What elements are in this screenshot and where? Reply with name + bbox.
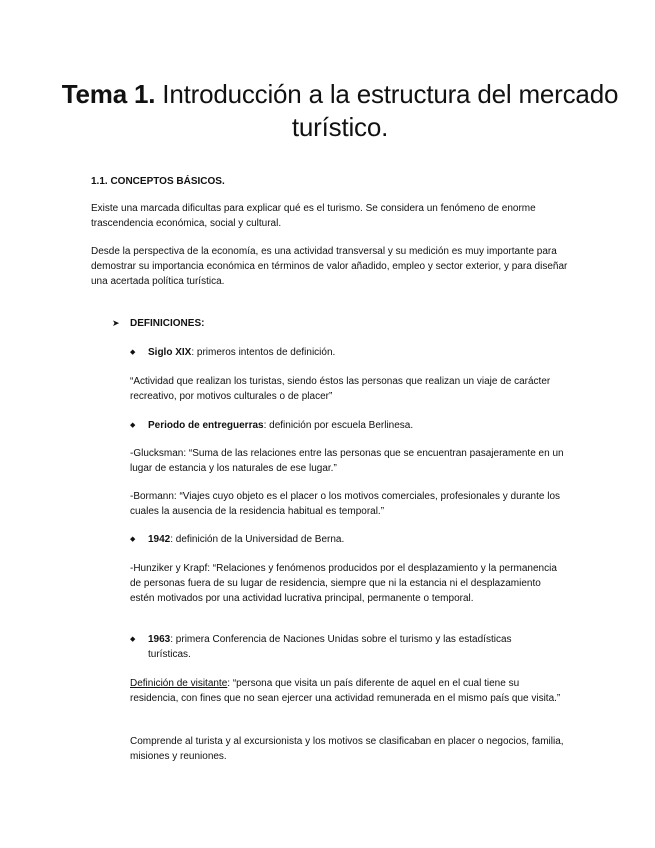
bullet-1942 (148, 532, 618, 547)
bullet-entreguerras (148, 418, 618, 433)
definiciones-heading: DEFINICIONES: (130, 318, 205, 329)
bullet-siglo-xix (148, 345, 618, 360)
quote-bormann: -Bormann: “Viajes cuyo objeto es el placer o los motivos comerciales, profesionales y durante los cuales la ausencia de la residencia habitual es temporal.” (130, 491, 561, 517)
quote-glucksman: -Glucksman: “Suma de las relaciones entre las personas que se encuentran pasajeramente en un lugar de estancia y los naturales de ese lugar.” (130, 448, 564, 474)
title-text: Introducción a la estructura del mercado turístico. (155, 79, 619, 142)
definicion-visitante-text: : “persona que visita un país diferente de aquel en el cual tiene su residencia, con fines que no sean ejercer una actividad remunerada en el mismo país que visita.” (130, 678, 561, 704)
page-title (60, 78, 620, 144)
quote-siglo-xix: “Actividad que realizan los turistas, siendo éstos las personas que realizan un viaje de carácter recreativo, por motivos culturales o de placer” (130, 376, 551, 402)
diamond-bullet-icon: ◆ (130, 536, 136, 543)
bullet-1963 (148, 632, 548, 662)
paragraph-comprende: Comprende al turista y al excursionista y los motivos se clasificaban en placer o negocios, familia, misiones y reuniones. (130, 736, 564, 762)
diamond-bullet-icon: ◆ (130, 636, 136, 643)
diamond-bullet-icon: ◆ (130, 349, 136, 356)
bullet-1963-bold: 1963 (148, 634, 171, 645)
bullet-entreguerras-bold: Periodo de entreguerras (148, 420, 264, 431)
definicion-visitante-label: Definición de visitante (130, 678, 228, 689)
section-heading: 1.1. CONCEPTOS BÁSICOS. (91, 176, 225, 187)
paragraph-economia: Desde la perspectiva de la economía, es una actividad transversal y su medición es muy importante para demostrar su importancia económica en términos de valor añadido, empleo y sector exterior, y para diseñar una acertada política turística. (91, 246, 568, 287)
arrow-bullet-icon: ➤ (112, 318, 120, 328)
definicion-visitante (130, 676, 570, 706)
bullet-entreguerras-text: : definición por escuela Berlinesa. (263, 420, 414, 431)
bullet-1963-text: : primera Conferencia de Naciones Unidas sobre el turismo y las estadísticas turísticas. (148, 634, 512, 660)
title-bold: Tema 1. (61, 79, 156, 109)
diamond-bullet-icon: ◆ (130, 422, 136, 429)
bullet-1942-text: : definición de la Universidad de Berna. (170, 534, 345, 545)
bullet-1942-bold: 1942 (148, 534, 171, 545)
bullet-siglo-xix-bold: Siglo XIX (148, 347, 192, 358)
paragraph-intro: Existe una marcada dificultas para explicar qué es el turismo. Se considera un fenómeno de enorme trascendencia económica, social y cultural. (91, 203, 536, 229)
bullet-siglo-xix-text: : primeros intentos de definición. (191, 347, 336, 358)
quote-hunziker: -Hunziker y Krapf: “Relaciones y fenómenos producidos por el desplazamiento y la permanencia de personas fuera de su lugar de residencia, siempre que ni la estancia ni el desplazamiento estén motivados por una actividad lucrativa principal, permanente o temporal. (130, 563, 557, 604)
